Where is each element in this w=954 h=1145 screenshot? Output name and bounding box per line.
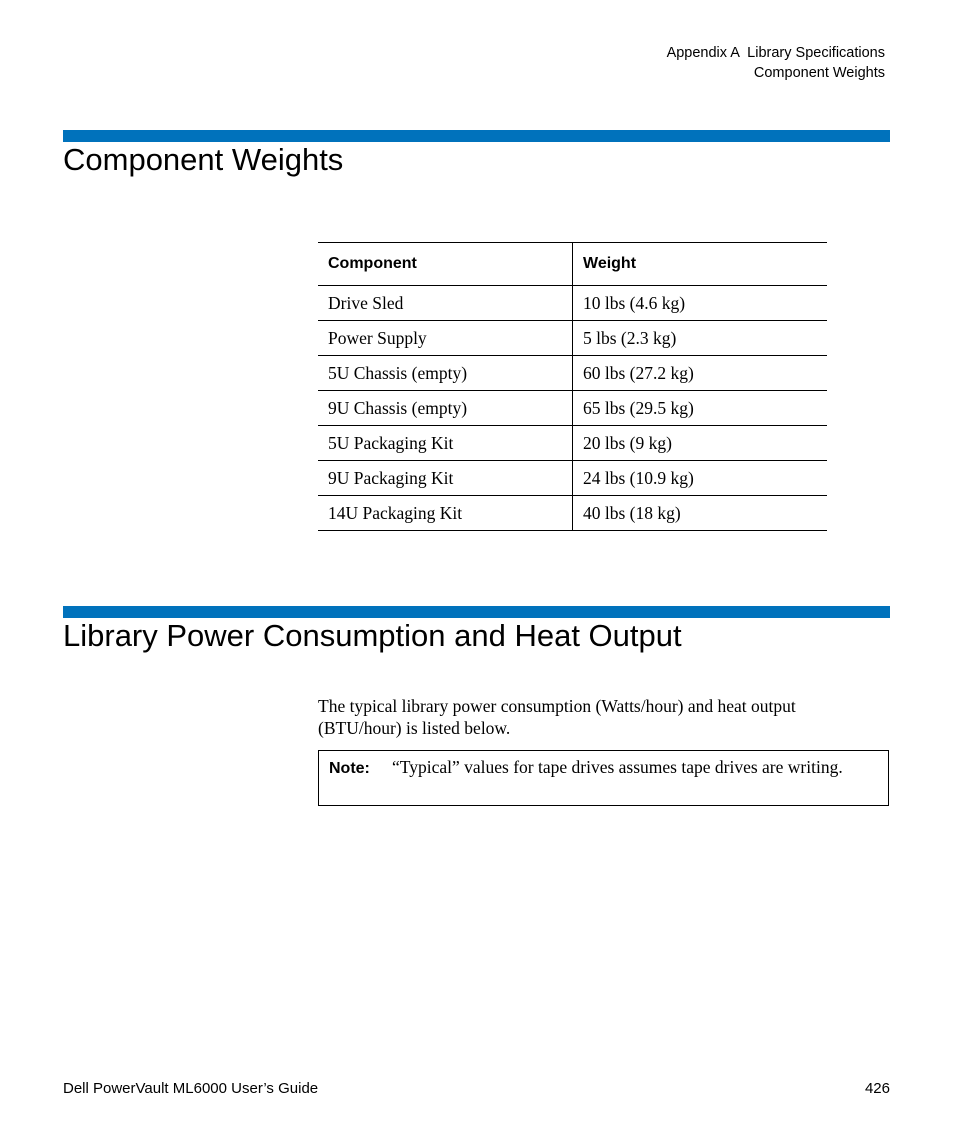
weight-cell: 60 lbs (27.2 kg)	[573, 356, 828, 391]
section-title-power-consumption: Library Power Consumption and Heat Output	[63, 618, 682, 653]
component-cell: 9U Chassis (empty)	[318, 391, 573, 426]
weight-cell: 24 lbs (10.9 kg)	[573, 461, 828, 496]
section-divider-bar	[63, 606, 890, 618]
table-row	[318, 391, 827, 426]
column-header-weight: Weight	[573, 243, 828, 286]
weight-cell: 40 lbs (18 kg)	[573, 496, 828, 531]
footer-guide-title: Dell PowerVault ML6000 User’s Guide	[63, 1080, 319, 1097]
component-cell: Drive Sled	[318, 286, 573, 321]
section-divider-bar	[63, 130, 890, 142]
component-cell: 5U Chassis (empty)	[318, 356, 573, 391]
column-header-component: Component	[318, 243, 573, 286]
component-cell: 9U Packaging Kit	[318, 461, 573, 496]
note-box	[318, 750, 889, 806]
section-title-component-weights: Component Weights	[63, 142, 344, 177]
table-row	[318, 426, 827, 461]
weight-cell: 20 lbs (9 kg)	[573, 426, 828, 461]
table-row	[318, 461, 827, 496]
component-cell: 14U Packaging Kit	[318, 496, 573, 531]
table-row	[318, 356, 827, 391]
component-cell: 5U Packaging Kit	[318, 426, 573, 461]
component-cell: Power Supply	[318, 321, 573, 356]
weight-cell: 5 lbs (2.3 kg)	[573, 321, 828, 356]
table-row	[318, 496, 827, 531]
component-weights-table	[318, 242, 827, 531]
table-row	[318, 321, 827, 356]
running-header	[667, 43, 885, 83]
footer-page-number: 426	[864, 1080, 890, 1097]
note-label: Note:	[329, 760, 370, 777]
weight-cell: 10 lbs (4.6 kg)	[573, 286, 828, 321]
table-header-row	[318, 243, 827, 286]
running-header-section: Component Weights	[753, 65, 885, 81]
running-header-chapter: Appendix A Library Specifications	[666, 45, 885, 61]
note-text: “Typical” values for tape drives assumes tape drives are writing.	[392, 757, 843, 777]
weight-cell: 65 lbs (29.5 kg)	[573, 391, 828, 426]
table-row	[318, 286, 827, 321]
power-intro-paragraph: The typical library power consumption (Watts/hour) and heat output (BTU/hour) is listed below.	[318, 696, 796, 738]
